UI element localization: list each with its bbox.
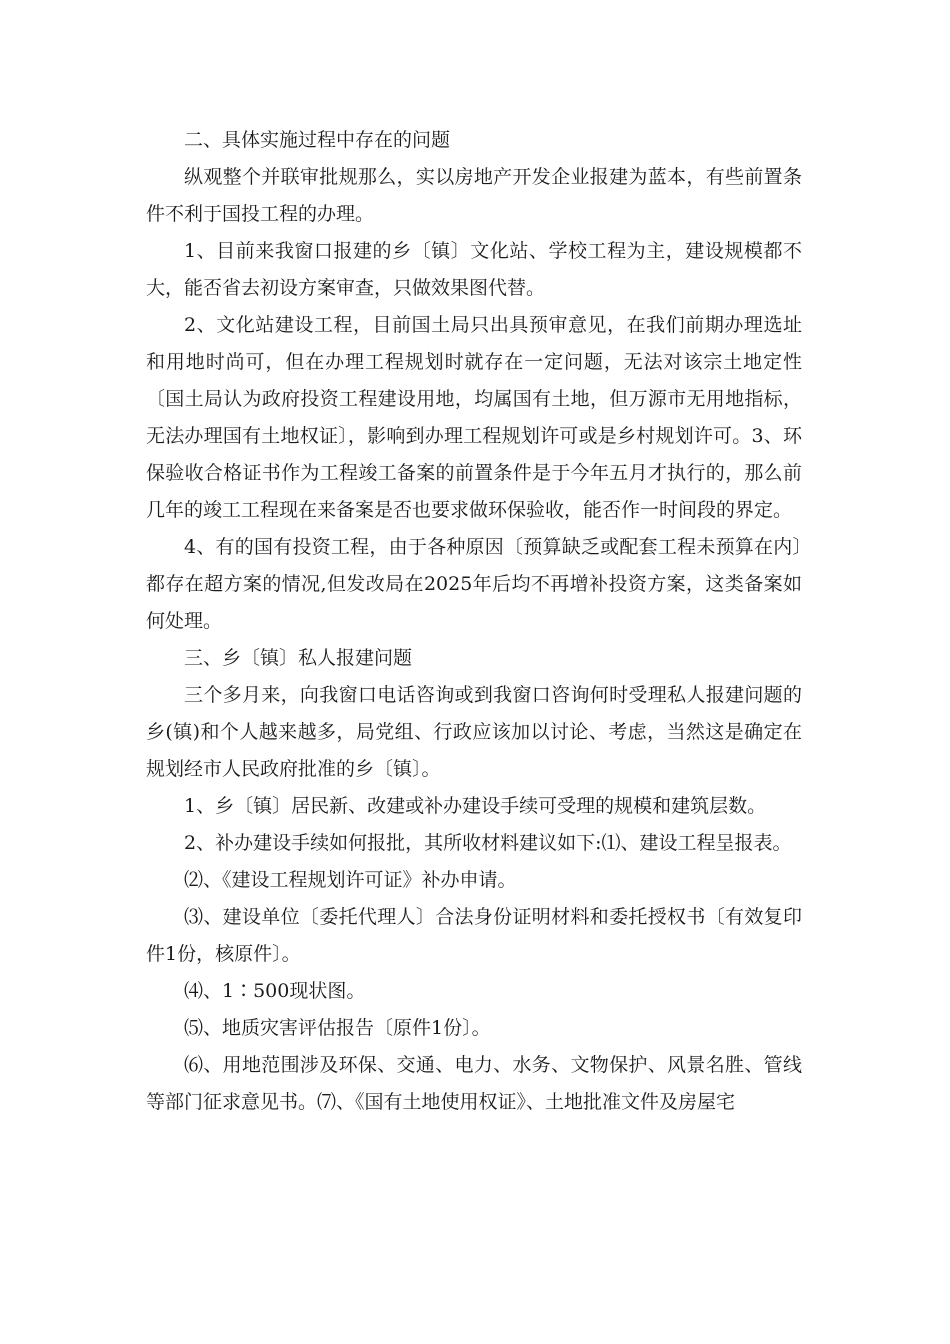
paragraph-item-4: 4、有的国有投资工程，由于各种原因〔预算缺乏或配套工程未预算在内〕都存在超方案的情况,但发改局在2025年后均不再增补投资方案，这类备案如何处理。	[146, 536, 802, 632]
paragraph-material-4: ⑷、1∶500现状图。	[184, 980, 366, 1002]
paragraph-private-overview: 三个多月来，向我窗口电话咨询或到我窗口咨询何时受理私人报建问题的乡(镇)和个人越来越多，局党组、行政应该加以讨论、考虑，当然这是确定在规划经市人民政府批准的乡〔镇〕。	[146, 684, 802, 780]
paragraph-private-item-1: 1、乡〔镇〕居民新、改建或补办建设手续可受理的规模和建筑层数。	[184, 795, 767, 817]
document-page	[146, 122, 802, 1121]
paragraph-item-1: 1、目前来我窗口报建的乡〔镇〕文化站、学校工程为主，建设规模都不大，能否省去初设方案审查，只做效果图代替。	[146, 240, 802, 299]
paragraph-material-6: ⑹、用地范围涉及环保、交通、电力、水务、文物保护、风景名胜、管线等部门征求意见书。⑺、《国有土地使用权证》、土地批准文件及房屋宅	[146, 1054, 802, 1113]
paragraph-material-3: ⑶、建设单位〔委托代理人〕合法身份证明材料和委托授权书〔有效复印件1份，核原件〕。	[146, 906, 802, 965]
section-heading-2: 二、具体实施过程中存在的问题	[184, 129, 451, 151]
paragraph-overview: 纵观整个并联审批规那么，实以房地产开发企业报建为蓝本，有些前置条件不利于国投工程的办理。	[146, 166, 802, 225]
section-heading-3: 三、乡〔镇〕私人报建问题	[184, 647, 413, 669]
paragraph-material-2: ⑵、《建设工程规划许可证》补办申请。	[184, 869, 517, 891]
paragraph-material-5: ⑸、地质灾害评估报告〔原件1份〕。	[184, 1017, 491, 1039]
paragraph-item-2: 2、文化站建设工程，目前国土局只出具预审意见，在我们前期办理选址和用地时尚可，但在办理工程规划时就存在一定问题，无法对该宗土地定性〔国土局认为政府投资工程建设用地，均属国有土地，但万源市无用地指标，无法办理国有土地权证〕，影响到办理工程规划许可或是乡村规划许可。3、环保验收合格证书作为工程竣工备案的前置条件是于今年五月才执行的，那么前几年的竣工工程现在来备案是否也要求做环保验收，能否作一时间段的界定。	[146, 314, 802, 521]
paragraph-private-item-2: 2、补办建设手续如何报批，其所收材料建议如下:⑴、建设工程呈报表。	[184, 832, 792, 854]
